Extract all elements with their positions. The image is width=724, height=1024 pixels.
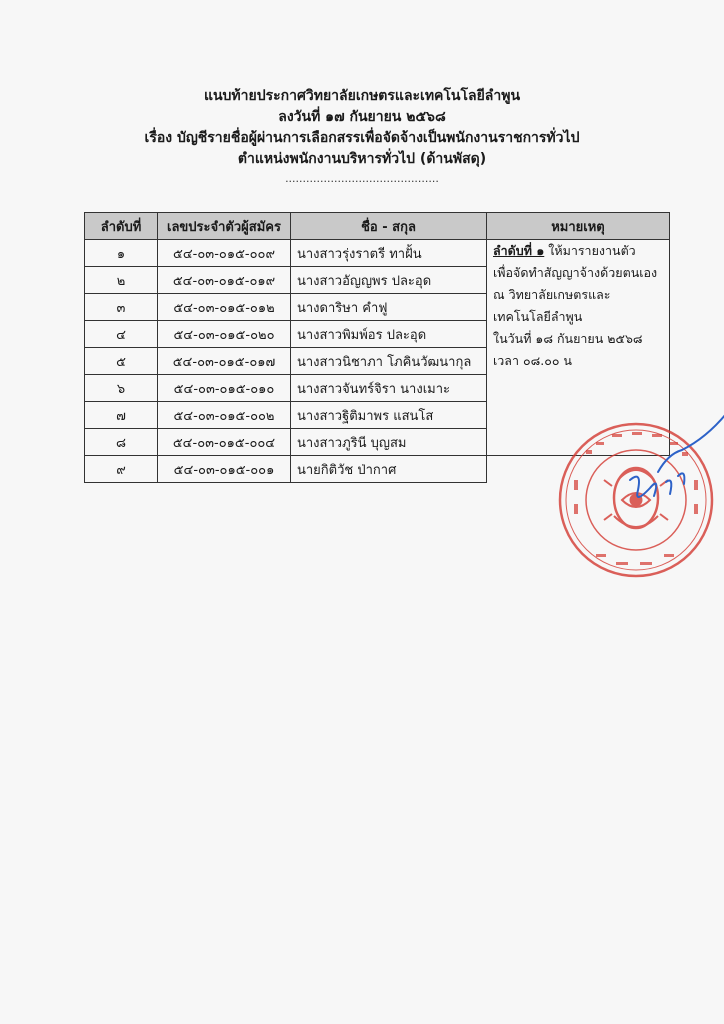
row-number: ๑ xyxy=(85,240,158,267)
remark-line-6: เวลา ๐๘.๐๐ น xyxy=(493,353,572,368)
column-header-name: ชื่อ - สกุล xyxy=(291,213,487,240)
remark-line-5: ในวันที่ ๑๘ กันยายน ๒๕๖๘ xyxy=(493,331,643,346)
row-number: ๒ xyxy=(85,267,158,294)
column-header-applicant-id: เลขประจำตัวผู้สมัคร xyxy=(158,213,291,240)
column-header-no: ลำดับที่ xyxy=(85,213,158,240)
row-number: ๗ xyxy=(85,402,158,429)
row-number: ๙ xyxy=(85,456,158,483)
remark-line-1-rest: ให้มารายงานตัว xyxy=(544,243,636,258)
header-divider: ............................................ xyxy=(285,172,439,185)
row-number: ๓ xyxy=(85,294,158,321)
applicant-id: ๕๔-๐๓-๐๑๕-๐๑๐ xyxy=(158,375,291,402)
remark-line-4: เทคโนโลยีลำพูน xyxy=(493,309,583,324)
column-header-remark: หมายเหตุ xyxy=(487,213,670,240)
applicant-id: ๕๔-๐๓-๐๑๕-๐๑๒ xyxy=(158,294,291,321)
header-line-3: เรื่อง บัญชีรายชื่อผู้ผ่านการเลือกสรรเพื่อจัดจ้างเป็นพนักงานราชการทั่วไป xyxy=(144,130,580,146)
row-number: ๕ xyxy=(85,348,158,375)
applicant-name: นางสาวฐิติมาพร แสนโส xyxy=(291,402,487,429)
handwritten-signature-icon xyxy=(620,410,724,510)
document-header xyxy=(0,86,724,186)
remark-lead: ลำดับที่ ๑ xyxy=(493,243,545,258)
remark-line-2: เพื่อจัดทำสัญญาจ้างด้วยตนเอง xyxy=(493,265,658,280)
applicant-name: นางสาวพิมพ์อร ปละอุด xyxy=(291,321,487,348)
applicant-id: ๕๔-๐๓-๐๑๕-๐๐๙ xyxy=(158,240,291,267)
table-header-row xyxy=(85,213,670,240)
remark-line-3: ณ วิทยาลัยเกษตรและ xyxy=(493,287,611,302)
applicant-name: นางสาวรุ่งราตรี ทาฝั้น xyxy=(291,240,487,267)
applicant-id: ๕๔-๐๓-๐๑๕-๐๑๗ xyxy=(158,348,291,375)
table-row xyxy=(85,240,670,267)
applicant-name: นางสาวจันทร์จิรา นางเมาะ xyxy=(291,375,487,402)
applicant-id: ๕๔-๐๓-๐๑๕-๐๐๒ xyxy=(158,402,291,429)
row-number: ๖ xyxy=(85,375,158,402)
header-line-4: ตำแหน่งพนักงานบริหารทั่วไป (ด้านพัสดุ) xyxy=(237,151,487,167)
row-number: ๔ xyxy=(85,321,158,348)
header-line-2: ลงวันที่ ๑๗ กันยายน ๒๕๖๘ xyxy=(278,109,446,125)
applicant-id: ๕๔-๐๓-๐๑๕-๐๒๐ xyxy=(158,321,291,348)
applicant-id: ๕๔-๐๓-๐๑๕-๐๐๑ xyxy=(158,456,291,483)
header-line-1: แนบท้ายประกาศวิทยาลัยเกษตรและเทคโนโลยีลำพูน xyxy=(203,88,521,104)
applicant-name: นางสาวนิชาภา โภคินวัฒนากุล xyxy=(291,348,487,375)
row-number: ๘ xyxy=(85,429,158,456)
applicant-name: นางสาวภูรินี บุญสม xyxy=(291,429,487,456)
remark-line-1 xyxy=(493,240,663,262)
applicant-name: นางดาริษา คำฟู xyxy=(291,294,487,321)
applicant-id: ๕๔-๐๓-๐๑๕-๐๑๙ xyxy=(158,267,291,294)
applicant-id: ๕๔-๐๓-๐๑๕-๐๐๔ xyxy=(158,429,291,456)
applicant-name: นางสาวอัญญพร ปละอุด xyxy=(291,267,487,294)
applicant-name: นายกิติวัช ป่ากาศ xyxy=(291,456,487,483)
